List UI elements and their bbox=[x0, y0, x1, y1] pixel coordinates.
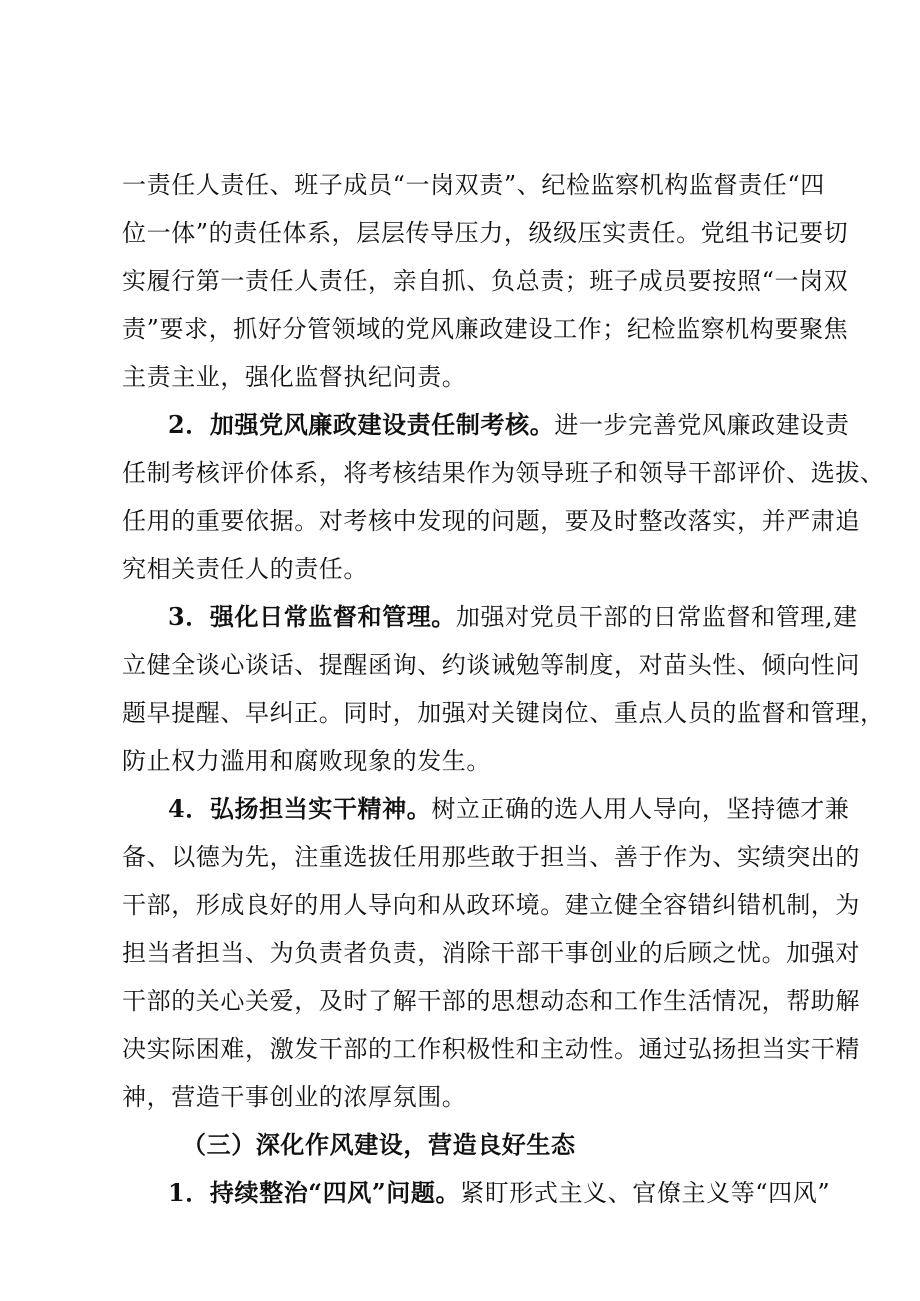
section-heading: （三）深化作风建设，营造良好生态 bbox=[182, 1130, 576, 1159]
text-line: 干部的关心关爱，及时了解干部的思想动态和工作生活情况，帮助解 bbox=[122, 987, 860, 1015]
item3-title: 3．强化日常监督和管理。 bbox=[168, 602, 456, 631]
text-line: 备、以德为先，注重选拔任用那些敢于担当、善于作为、实绩突出的 bbox=[122, 843, 860, 871]
item3-first-text: 加强对党员干部的日常监督和管理,建 bbox=[455, 603, 858, 631]
text-line: 究相关责任人的责任。 bbox=[122, 555, 368, 583]
item4-first-text: 树立正确的选人用人导向，坚持德才兼 bbox=[431, 795, 850, 823]
item3-first-line bbox=[168, 602, 868, 631]
item1-first-line bbox=[168, 1178, 868, 1207]
text-line: 神，营造干事创业的浓厚氛围。 bbox=[122, 1083, 467, 1111]
item4-first-line bbox=[168, 794, 868, 823]
item4-title: 4．弘扬担当实干精神。 bbox=[168, 794, 432, 823]
text-line: 题早提醒、早纠正。同时，加强对关键岗位、重点人员的监督和管理， bbox=[122, 699, 885, 727]
text-line: 位一体”的责任体系，层层传导压力，级级压实责任。党组书记要切 bbox=[122, 219, 849, 247]
item1-first-text: 紧盯形式主义、官僚主义等“四风” bbox=[460, 1179, 831, 1207]
text-line: 责”要求，抓好分管领域的党风廉政建设工作；纪检监察机构要聚焦 bbox=[122, 315, 849, 343]
text-line: 实履行第一责任人责任，亲自抓、负总责；班子成员要按照“一岗双 bbox=[122, 267, 849, 295]
text-line: 防止权力滥用和腐败现象的发生。 bbox=[122, 747, 491, 775]
text-line: 任制考核评价体系，将考核结果作为领导班子和领导干部评价、选拔、 bbox=[122, 459, 885, 487]
text-line: 担当者担当、为负责者负责，消除干部干事创业的后顾之忧。加强对 bbox=[122, 939, 860, 967]
item1-title: 1．持续整治“四风”问题。 bbox=[168, 1178, 461, 1207]
text-line: 决实际困难，激发干部的工作积极性和主动性。通过弘扬担当实干精 bbox=[122, 1035, 860, 1063]
text-line: 立健全谈心谈话、提醒函询、约谈诫勉等制度，对苗头性、倾向性问 bbox=[122, 651, 860, 679]
item2-first-line bbox=[168, 410, 868, 439]
item2-title: 2．加强党风廉政建设责任制考核。 bbox=[168, 410, 555, 439]
text-line: 一责任人责任、班子成员“一岗双责”、纪检监察机构监督责任“四 bbox=[122, 171, 825, 199]
text-line: 主责主业，强化监督执纪问责。 bbox=[122, 363, 467, 391]
item2-first-text: 进一步完善党风廉政建设责 bbox=[554, 411, 850, 439]
text-line: 干部，形成良好的用人导向和从政环境。建立健全容错纠错机制，为 bbox=[122, 891, 860, 919]
text-line: 任用的重要依据。对考核中发现的问题，要及时整改落实，并严肃追 bbox=[122, 507, 860, 535]
